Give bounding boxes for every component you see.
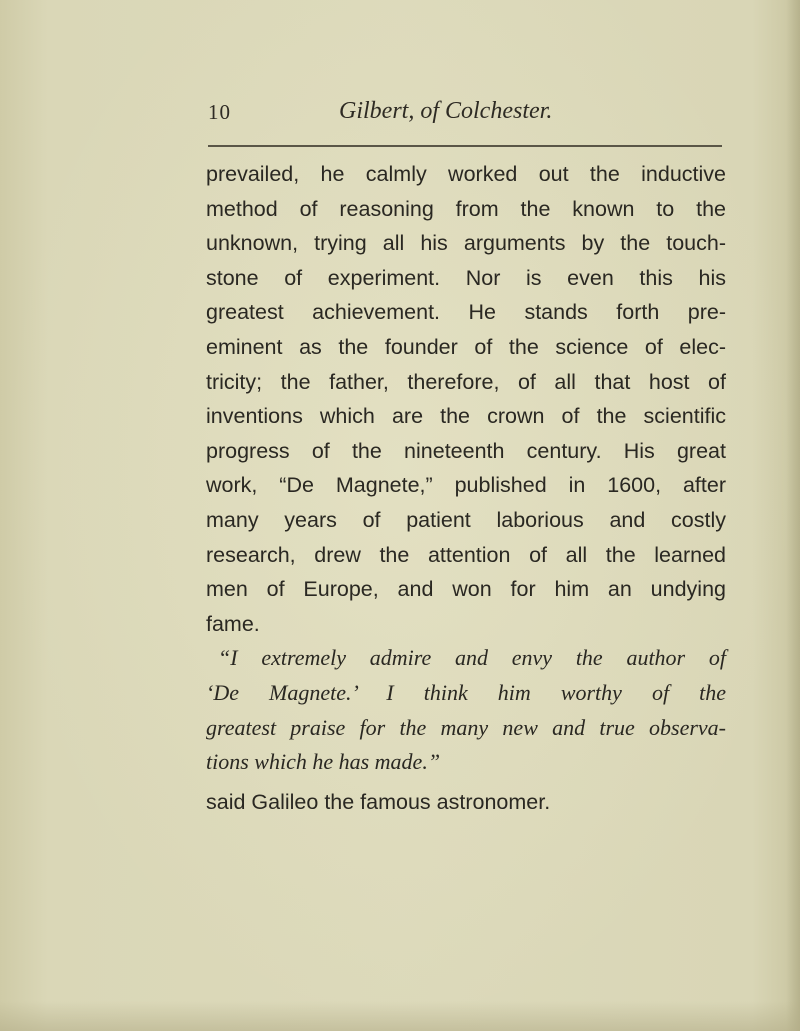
galileo-quote — [206, 641, 726, 779]
running-header — [208, 98, 728, 128]
paragraph-line: inventions which are the crown of the scientific — [206, 404, 726, 429]
page-edge-shadow-bottom — [0, 1001, 800, 1031]
paragraph-line: fame. — [206, 611, 260, 636]
quote-line: “I extremely admire and envy the author of — [218, 645, 726, 671]
paragraph-line: progress of the nineteenth century. His great — [206, 438, 726, 463]
body-text — [206, 157, 726, 819]
paragraph-line: prevailed, he calmly worked out the inductive — [206, 162, 726, 186]
paragraph-line: men of Europe, and won for him an undying — [206, 577, 726, 602]
quote-line: ‘De Magnete.’ I think him worthy of the — [206, 679, 726, 705]
paragraph-line: unknown, trying all his arguments by the touch- — [206, 231, 726, 256]
paragraph-line: method of reasoning from the known to the — [206, 196, 726, 221]
page-number: 10 — [208, 100, 231, 124]
paragraph-line: stone of experiment. Nor is even this his — [206, 265, 726, 290]
paragraph-line: eminent as the founder of the science of elec- — [206, 334, 726, 359]
paragraph-line: research, drew the attention of all the learned — [206, 542, 726, 567]
quote-line: greatest praise for the many new and true observa- — [206, 714, 726, 740]
page-edge-shadow-right — [786, 0, 800, 1031]
header-rule — [208, 145, 722, 147]
paragraph-line: tricity; the father, therefore, of all that host of — [206, 369, 726, 394]
quote-line: tions which he has made.” — [206, 749, 441, 775]
main-paragraph — [206, 157, 726, 641]
paragraph-line: many years of patient laborious and costly — [206, 507, 726, 532]
paragraph-line: work, “De Magnete,” published in 1600, after — [206, 473, 726, 498]
paragraph-line: greatest achievement. He stands forth pre- — [206, 300, 726, 325]
running-title: Gilbert, of Colchester. — [339, 98, 553, 124]
quote-attribution: said Galileo the famous astronomer. — [206, 789, 551, 814]
